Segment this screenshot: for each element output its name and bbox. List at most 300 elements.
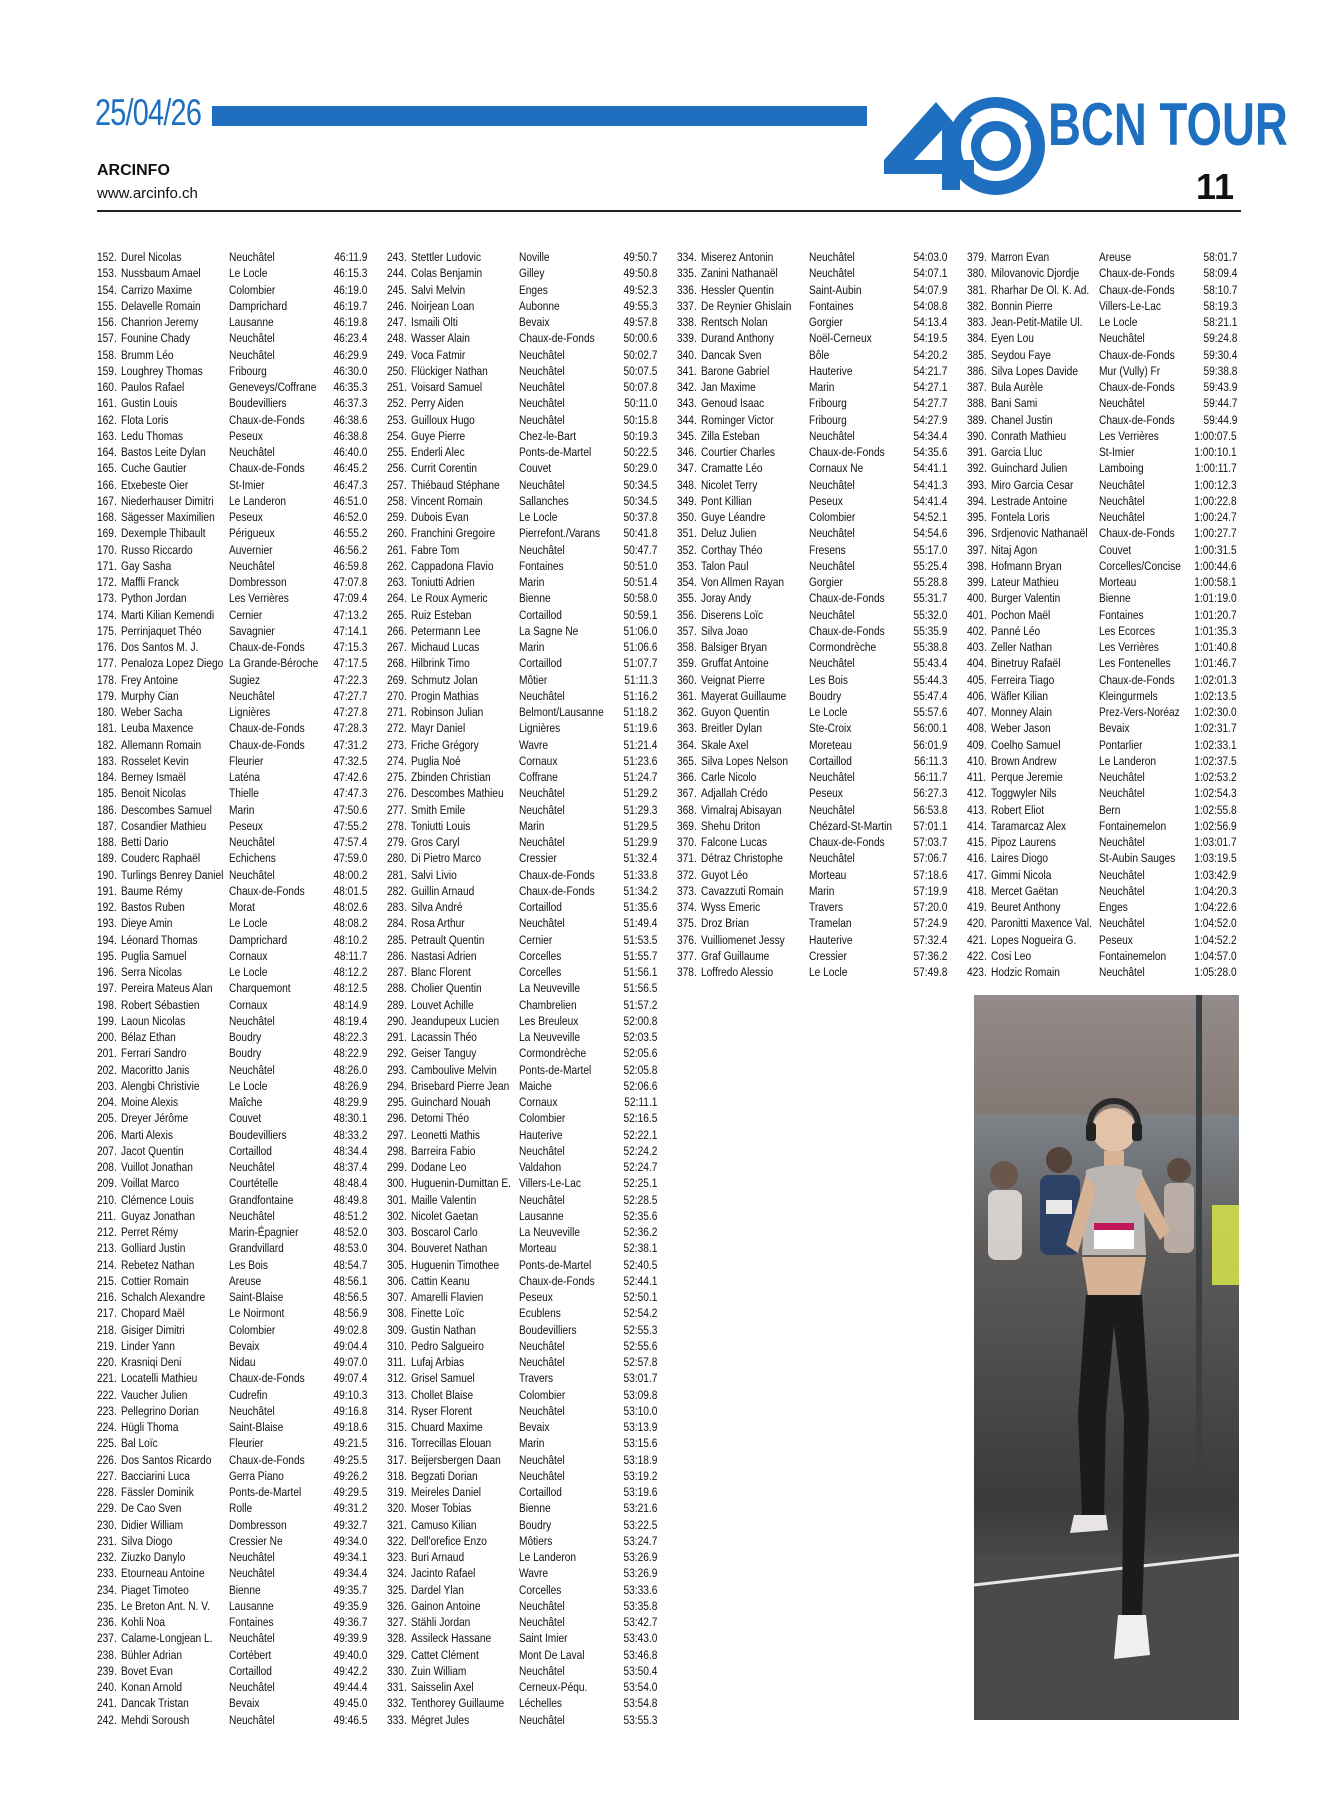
result-city: Neuchâtel (809, 607, 855, 622)
result-name: Seydou Faye (991, 347, 1051, 362)
result-rank: 397. (967, 542, 987, 557)
result-name: Weber Sacha (121, 705, 183, 719)
result-city: Morat (229, 900, 255, 914)
result-name: Cramatte Léo (701, 461, 763, 476)
result-rank: 237. (97, 1631, 117, 1646)
result-city: Neuchâtel (229, 331, 275, 346)
result-row (967, 379, 1237, 395)
result-name: Diserens Loïc (701, 607, 764, 622)
result-time: 53:46.8 (623, 1647, 657, 1662)
result-city: Peseux (1099, 932, 1133, 947)
result-rank: 208. (97, 1160, 117, 1174)
result-city: Boudry (809, 688, 842, 703)
result-row (97, 785, 367, 801)
result-rank: 170. (97, 542, 117, 557)
result-time: 1:00:31.5 (1194, 542, 1237, 557)
result-rank: 308. (387, 1306, 407, 1321)
result-rank: 300. (387, 1176, 407, 1191)
result-name: De Reynier Ghislain (701, 298, 792, 313)
result-city: Savagnier (229, 623, 275, 638)
result-rank: 391. (967, 445, 987, 459)
result-name: Bani Sami (991, 396, 1038, 411)
result-name: Chuard Maxime (411, 1420, 483, 1434)
result-row (967, 347, 1237, 363)
result-rank: 289. (387, 997, 407, 1012)
result-city: Bern (1099, 802, 1121, 817)
result-row (97, 477, 367, 493)
result-name: Voisard Samuel (411, 380, 483, 394)
result-time: 51:34.2 (623, 883, 657, 898)
result-rank: 203. (97, 1078, 117, 1093)
result-city: Fribourg (809, 396, 847, 411)
result-time: 1:01:20.7 (1194, 607, 1237, 622)
result-rank: 314. (387, 1403, 407, 1418)
result-city: Neuchâtel (1099, 493, 1145, 508)
result-row (97, 1338, 367, 1354)
result-row (97, 1679, 367, 1695)
result-city: Les Fontenelles (1099, 656, 1171, 671)
result-time: 56:53.8 (913, 802, 947, 817)
result-name: Puglia Samuel (121, 948, 187, 963)
result-rank: 421. (967, 932, 987, 947)
result-rank: 168. (97, 510, 117, 524)
result-name: Genoud Isaac (701, 396, 765, 411)
result-city: Cortébert (229, 1647, 272, 1662)
result-city: La Grande-Béroche (229, 656, 319, 671)
result-row (387, 1305, 657, 1321)
result-name: Gros Caryl (411, 835, 460, 849)
result-name: Corthay Théo (701, 542, 763, 557)
result-row (387, 1663, 657, 1679)
result-time: 48:01.5 (333, 883, 367, 898)
result-time: 47:17.5 (333, 656, 367, 671)
result-row (387, 265, 657, 281)
result-rank: 259. (387, 510, 407, 524)
result-row (677, 850, 947, 866)
result-city: Lausanne (229, 1598, 274, 1613)
result-name: Grisel Samuel (411, 1371, 475, 1386)
result-rank: 204. (97, 1095, 117, 1109)
result-row (387, 1387, 657, 1403)
result-name: Droz Brian (701, 916, 749, 931)
result-row (677, 655, 947, 671)
result-time: 59:44.7 (1203, 396, 1237, 411)
result-row (967, 802, 1237, 818)
result-name: Blanc Florent (411, 965, 471, 979)
result-name: Rharhar De Ol. K. Ad. (991, 282, 1090, 297)
result-rank: 413. (967, 802, 987, 817)
result-row (97, 1257, 367, 1273)
result-city: Neuchâtel (519, 1712, 565, 1727)
result-rank: 164. (97, 445, 117, 459)
result-row (387, 1354, 657, 1370)
result-time: 48:53.0 (333, 1241, 367, 1256)
result-time: 50:11.0 (623, 396, 657, 411)
result-rank: 342. (677, 380, 697, 394)
result-row (967, 899, 1237, 915)
result-rank: 152. (97, 250, 117, 264)
result-city: Peseux (229, 510, 263, 524)
result-time: 47:27.8 (333, 705, 367, 719)
result-name: Etourneau Antoine (121, 1566, 205, 1581)
result-time: 46:19.8 (333, 315, 367, 329)
result-city: Couvet (519, 461, 552, 476)
result-rank: 315. (387, 1420, 407, 1434)
result-row (97, 395, 367, 411)
publication-name: ARCINFO (97, 162, 170, 179)
result-time: 1:02:55.8 (1194, 802, 1237, 817)
result-name: Mehdi Soroush (121, 1712, 190, 1727)
result-rank: 379. (967, 250, 987, 264)
result-name: Voillat Marco (121, 1176, 180, 1191)
result-city: Lignières (229, 705, 271, 719)
result-city: Neuchâtel (519, 363, 565, 378)
result-row (97, 282, 367, 298)
result-rank: 252. (387, 396, 407, 411)
result-time: 48:12.2 (333, 965, 367, 979)
result-name: Petrault Quentin (411, 932, 485, 947)
result-name: Garcia Lluc (991, 445, 1043, 459)
result-row (97, 1663, 367, 1679)
result-time: 50:51.4 (623, 575, 657, 589)
result-time: 50:07.8 (623, 380, 657, 394)
result-name: Coelho Samuel (991, 737, 1061, 752)
result-rank: 266. (387, 623, 407, 638)
result-rank: 220. (97, 1355, 117, 1369)
result-row (387, 639, 657, 655)
result-row (97, 1289, 367, 1305)
result-name: Smith Emile (411, 802, 466, 817)
result-name: Torrecillas Elouan (411, 1436, 492, 1451)
result-time: 49:18.6 (333, 1420, 367, 1434)
result-time: 53:01.7 (623, 1371, 657, 1386)
result-name: Paronitti Maxence Val. (991, 916, 1092, 931)
result-rank: 290. (387, 1013, 407, 1028)
result-city: Neuchâtel (809, 558, 855, 573)
result-name: Guilloux Hugo (411, 412, 475, 427)
result-time: 48:02.6 (333, 900, 367, 914)
result-time: 51:35.6 (623, 900, 657, 914)
result-city: Noville (519, 250, 550, 264)
result-row (97, 493, 367, 509)
result-time: 46:37.3 (333, 396, 367, 411)
result-city: Ecublens (519, 1306, 561, 1321)
result-city: Neuchâtel (229, 688, 275, 703)
result-rank: 215. (97, 1273, 117, 1288)
result-rank: 381. (967, 282, 987, 297)
result-city: Chaux-de-Fonds (1099, 266, 1175, 281)
result-name: Jacot Quentin (121, 1143, 184, 1158)
result-name: Silva Lopes Davide (991, 363, 1078, 378)
result-row (97, 1614, 367, 1630)
result-name: Miserez Antonin (701, 250, 774, 264)
result-city: Neuchâtel (519, 347, 565, 362)
result-name: Dexemple Thibault (121, 526, 206, 541)
result-city: Neuchâtel (519, 835, 565, 849)
result-city: Marin (519, 575, 545, 589)
result-city: Chaux-de-Fonds (809, 445, 885, 459)
result-row (387, 395, 657, 411)
result-rank: 292. (387, 1046, 407, 1061)
result-name: Pedro Salgueiro (411, 1338, 484, 1353)
result-city: Neuchâtel (1099, 835, 1145, 849)
result-rank: 235. (97, 1598, 117, 1613)
result-name: Di Pietro Marco (411, 851, 482, 866)
result-row (97, 1013, 367, 1029)
result-time: 47:13.2 (333, 607, 367, 622)
result-city: Fontaines (229, 1615, 274, 1629)
result-rank: 298. (387, 1143, 407, 1158)
result-row (387, 1435, 657, 1451)
result-row (97, 1712, 367, 1728)
result-rank: 221. (97, 1371, 117, 1386)
result-name: Vuillot Jonathan (121, 1160, 193, 1174)
result-name: Léonard Thomas (121, 932, 198, 947)
result-row (97, 590, 367, 606)
result-row (677, 428, 947, 444)
result-rank: 182. (97, 737, 117, 752)
result-row (387, 623, 657, 639)
result-rank: 356. (677, 607, 697, 622)
result-city: Neuchâtel (809, 266, 855, 281)
result-rank: 175. (97, 623, 117, 638)
result-row (677, 607, 947, 623)
result-name: Murphy Cian (121, 688, 179, 703)
result-name: Ledu Thomas (121, 428, 183, 443)
result-rank: 179. (97, 688, 117, 703)
result-time: 48:26.9 (333, 1078, 367, 1093)
result-city: Cortaillod (519, 656, 562, 671)
result-city: Les Verrières (229, 591, 289, 606)
result-rank: 270. (387, 688, 407, 703)
result-rank: 228. (97, 1485, 117, 1499)
result-rank: 251. (387, 380, 407, 394)
result-city: Fontaines (1099, 607, 1144, 622)
result-time: 48:19.4 (333, 1013, 367, 1028)
result-row (97, 363, 367, 379)
result-rank: 189. (97, 851, 117, 866)
result-city: Chaux-de-Fonds (1099, 672, 1175, 687)
result-rank: 214. (97, 1257, 117, 1272)
result-rank: 247. (387, 315, 407, 329)
result-city: Couvet (1099, 542, 1132, 557)
result-city: Boudevilliers (229, 1127, 287, 1142)
result-time: 53:09.8 (623, 1387, 657, 1402)
result-city: Dombresson (229, 575, 287, 589)
result-row (97, 574, 367, 590)
result-name: Ruiz Esteban (411, 607, 472, 622)
result-name: Laires Diogo (991, 851, 1049, 866)
result-name: Ismaili Olti (411, 315, 458, 329)
result-name: Konan Arnold (121, 1680, 183, 1694)
result-name: Ferreira Tiago (991, 672, 1055, 687)
result-time: 51:06.0 (623, 623, 657, 638)
result-row (967, 883, 1237, 899)
result-time: 52:36.2 (623, 1225, 657, 1239)
result-rank: 230. (97, 1517, 117, 1532)
result-name: Beijersbergen Daan (411, 1452, 501, 1467)
result-rank: 402. (967, 623, 987, 638)
result-time: 53:26.9 (623, 1550, 657, 1564)
result-time: 55:43.4 (913, 656, 947, 671)
header-divider (97, 210, 1241, 212)
result-name: Wäfler Kilian (991, 688, 1049, 703)
result-name: Begzati Dorian (411, 1468, 478, 1483)
result-name: Russo Riccardo (121, 542, 193, 557)
result-row (97, 850, 367, 866)
result-name: Sägesser Maximilien (121, 510, 215, 524)
result-row (677, 347, 947, 363)
result-city: Areuse (229, 1273, 262, 1288)
result-time: 51:57.2 (623, 997, 657, 1012)
result-row (97, 834, 367, 850)
result-row (97, 1094, 367, 1110)
result-time: 50:51.0 (623, 558, 657, 573)
result-rank: 295. (387, 1095, 407, 1109)
result-name: Bélaz Ethan (121, 1030, 176, 1044)
result-name: Penaloza Lopez Diego (121, 656, 224, 671)
result-time: 47:42.6 (333, 770, 367, 784)
result-city: Neuchâtel (519, 477, 565, 492)
result-time: 50:15.8 (623, 412, 657, 427)
result-rank: 218. (97, 1322, 117, 1337)
result-row (967, 282, 1237, 298)
result-row (97, 899, 367, 915)
result-city: Neuchâtel (809, 526, 855, 541)
result-row (677, 867, 947, 883)
result-rank: 327. (387, 1615, 407, 1629)
result-time: 49:50.8 (623, 266, 657, 281)
result-city: Travers (809, 900, 844, 914)
result-name: Bonnin Pierre (991, 298, 1053, 313)
result-row (387, 1517, 657, 1533)
result-city: Le Noirmont (229, 1306, 285, 1321)
result-row (967, 655, 1237, 671)
result-time: 54:21.7 (913, 363, 947, 378)
result-city: Marin-Épagnier (229, 1225, 299, 1239)
result-row (97, 444, 367, 460)
result-city: Neuchâtel (1099, 867, 1145, 882)
result-rank: 336. (677, 282, 697, 297)
result-rank: 364. (677, 737, 697, 752)
result-time: 57:32.4 (913, 932, 947, 947)
result-rank: 183. (97, 753, 117, 768)
result-rank: 401. (967, 607, 987, 622)
result-row (97, 1062, 367, 1078)
result-time: 47:50.6 (333, 802, 367, 817)
result-city: Neuchâtel (809, 250, 855, 264)
result-city: Le Locle (519, 510, 558, 524)
result-city: Chaux-de-Fonds (809, 623, 885, 638)
result-time: 49:46.5 (333, 1712, 367, 1727)
result-rank: 158. (97, 347, 117, 362)
result-time: 54:27.9 (913, 412, 947, 427)
result-city: Neuchâtel (519, 1143, 565, 1158)
result-row (387, 818, 657, 834)
result-row (387, 1484, 657, 1500)
result-rank: 340. (677, 347, 697, 362)
result-time: 1:01:40.8 (1194, 640, 1237, 654)
result-row (387, 1679, 657, 1695)
result-row (677, 899, 947, 915)
result-name: Silva Diogo (121, 1533, 173, 1548)
result-row (967, 298, 1237, 314)
result-rank: 224. (97, 1420, 117, 1434)
result-rank: 349. (677, 493, 697, 508)
result-city: Neuchâtel (229, 1013, 275, 1028)
result-city: Marin (229, 802, 255, 817)
result-rank: 296. (387, 1111, 407, 1126)
result-city: Thielle (229, 786, 259, 801)
result-city: Léchelles (519, 1696, 562, 1711)
result-rank: 244. (387, 266, 407, 281)
result-rank: 360. (677, 672, 697, 687)
result-rank: 386. (967, 363, 987, 378)
result-city: St-Imier (229, 477, 265, 492)
result-time: 49:31.2 (333, 1501, 367, 1516)
result-row (387, 1273, 657, 1289)
result-time: 47:31.2 (333, 737, 367, 752)
result-time: 48:51.2 (333, 1208, 367, 1223)
result-city: Bevaix (229, 1338, 260, 1353)
result-city: Charquemont (229, 981, 291, 996)
result-city: Courtételle (229, 1176, 279, 1191)
result-name: Miro Garcia Cesar (991, 477, 1074, 492)
result-time: 52:03.5 (623, 1030, 657, 1044)
result-name: Pereira Mateus Alan (121, 981, 213, 996)
result-city: Enges (519, 282, 548, 297)
result-city: Neuchâtel (229, 250, 275, 264)
result-time: 48:56.5 (333, 1290, 367, 1304)
result-row (387, 769, 657, 785)
result-row (967, 834, 1237, 850)
result-row (387, 1419, 657, 1435)
result-name: Zuin William (411, 1663, 467, 1678)
result-rank: 297. (387, 1127, 407, 1142)
result-time: 1:00:24.7 (1194, 510, 1237, 524)
result-time: 48:30.1 (333, 1111, 367, 1126)
result-name: Jeandupeux Lucien (411, 1013, 500, 1028)
result-time: 46:47.3 (333, 477, 367, 492)
result-time: 50:41.8 (623, 526, 657, 541)
result-name: Frey Antoine (121, 672, 179, 687)
result-city: Neuchâtel (229, 1631, 275, 1646)
result-rank: 347. (677, 461, 697, 476)
result-name: Silva Lopes Nelson (701, 753, 788, 768)
result-rank: 267. (387, 640, 407, 654)
result-city: Neuchâtel (1099, 510, 1145, 524)
result-row (967, 672, 1237, 688)
result-city: Cortaillod (229, 1663, 272, 1678)
result-name: Marti Alexis (121, 1127, 173, 1142)
result-time: 50:59.1 (623, 607, 657, 622)
result-name: Hügli Thoma (121, 1420, 179, 1434)
result-rank: 222. (97, 1387, 117, 1402)
result-row (387, 574, 657, 590)
result-name: Michaud Lucas (411, 640, 480, 654)
result-row (97, 1484, 367, 1500)
result-row (97, 314, 367, 330)
result-time: 48:37.4 (333, 1160, 367, 1174)
result-row (967, 769, 1237, 785)
result-time: 48:56.9 (333, 1306, 367, 1321)
result-name: De Cao Sven (121, 1501, 182, 1516)
result-city: Neuchâtel (1099, 331, 1145, 346)
result-row (97, 1468, 367, 1484)
result-time: 58:10.7 (1203, 282, 1237, 297)
result-rank: 216. (97, 1290, 117, 1304)
result-time: 48:33.2 (333, 1127, 367, 1142)
